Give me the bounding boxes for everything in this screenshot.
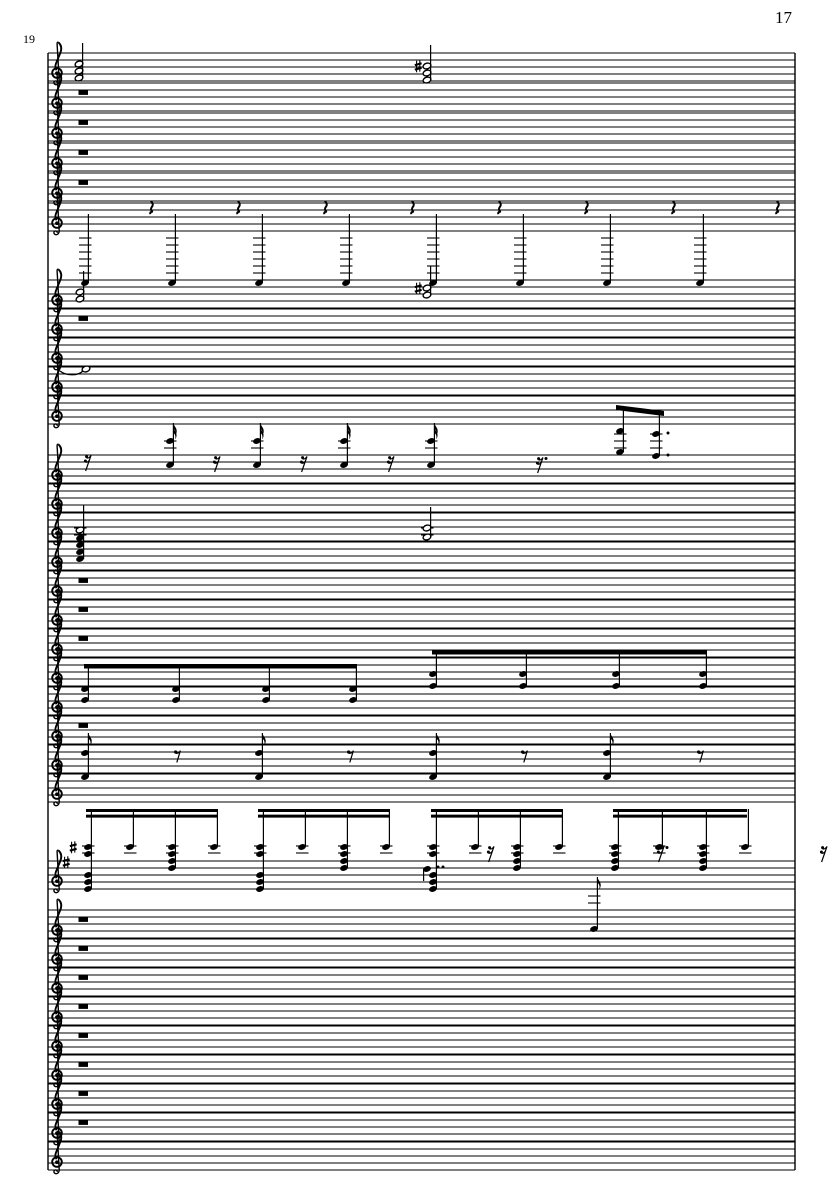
staff (48, 385, 795, 427)
staff (48, 560, 795, 602)
whole-rest (79, 1033, 89, 1038)
augmentation-dot (667, 432, 670, 435)
staff (48, 327, 795, 369)
staff (48, 1102, 795, 1144)
beam (84, 664, 357, 669)
sixteenth-rest (657, 846, 669, 862)
staff (48, 809, 827, 933)
beam (431, 809, 563, 812)
whole-rest (79, 917, 89, 922)
staff (48, 650, 795, 719)
beam-group (82, 809, 221, 893)
beam-group (428, 650, 707, 690)
staff (48, 763, 795, 805)
beam-group (427, 809, 566, 893)
ledger-note-column (79, 214, 92, 287)
ledger-note-column (166, 214, 179, 287)
staff (48, 928, 795, 970)
beam-group (614, 405, 670, 460)
page-number: 17 (775, 8, 792, 27)
sixteenth-rest (387, 456, 394, 472)
staff (48, 298, 795, 340)
augmentation-dot (437, 866, 440, 869)
beam (613, 809, 747, 812)
beam (432, 650, 707, 655)
ledger-note-column (340, 214, 353, 287)
whole-rest (79, 578, 89, 583)
staff (48, 957, 795, 999)
sixteenth-rest (300, 456, 307, 472)
staff (48, 705, 795, 747)
whole-rest (79, 975, 89, 980)
augmentation-dot (442, 866, 445, 869)
staff (48, 1044, 795, 1086)
augmentation-dot (667, 454, 670, 457)
whole-rest (79, 1062, 89, 1067)
staff (48, 986, 795, 1028)
staff (48, 132, 795, 174)
augmentation-dot (666, 846, 669, 849)
ledger-note-column (514, 214, 527, 287)
staff (48, 1015, 795, 1057)
sixteenth-rest (487, 846, 494, 862)
ledger-note-column (253, 214, 266, 287)
sharp-icon (63, 856, 70, 868)
staff (48, 502, 795, 544)
half-note-chord (74, 43, 83, 82)
beam (431, 815, 563, 818)
staff (48, 102, 795, 144)
augmentation-dot (545, 457, 548, 460)
whole-rest (79, 1091, 89, 1096)
whole-rest (79, 607, 89, 612)
sharp-icon (415, 60, 422, 72)
staff (48, 505, 795, 574)
beam-group (80, 664, 357, 704)
beam (258, 809, 390, 812)
sharp-icon (70, 841, 77, 853)
staff (48, 42, 795, 84)
ledger-note-column (694, 214, 707, 287)
staff (48, 899, 795, 941)
staff (48, 589, 795, 631)
staff (48, 473, 795, 515)
treble-clef-icon (52, 850, 62, 892)
staff (48, 162, 795, 204)
half-note-chord (415, 45, 432, 84)
staff (48, 192, 795, 287)
whole-rest (79, 316, 89, 321)
whole-rest (79, 120, 89, 125)
beam-group (254, 809, 393, 893)
sixteenth-rest (213, 456, 220, 472)
staff (48, 72, 795, 114)
whole-rest (79, 90, 89, 95)
whole-rest (79, 723, 89, 728)
measure-number: 19 (23, 32, 35, 46)
beam (258, 815, 390, 818)
whole-rest (79, 1004, 89, 1009)
staff (48, 1073, 795, 1115)
sixteenth-rest (536, 457, 548, 473)
ledger-note-column (427, 214, 440, 287)
eighth-note-ledger-column (588, 877, 601, 933)
whole-rest (79, 636, 89, 641)
beam (86, 809, 218, 812)
whole-rest (79, 150, 89, 155)
treble-clef-icon (52, 192, 62, 234)
sixteenth-rest (820, 846, 827, 862)
beam (613, 815, 747, 818)
whole-rest (79, 180, 89, 185)
beam-group (609, 809, 752, 872)
beam (86, 815, 218, 818)
ledger-note-column (601, 214, 614, 287)
whole-rest (79, 946, 89, 951)
sharp-icon (415, 282, 422, 294)
staff (48, 266, 795, 312)
whole-rest (79, 1120, 89, 1125)
staff (48, 1131, 795, 1173)
staff (48, 356, 795, 398)
